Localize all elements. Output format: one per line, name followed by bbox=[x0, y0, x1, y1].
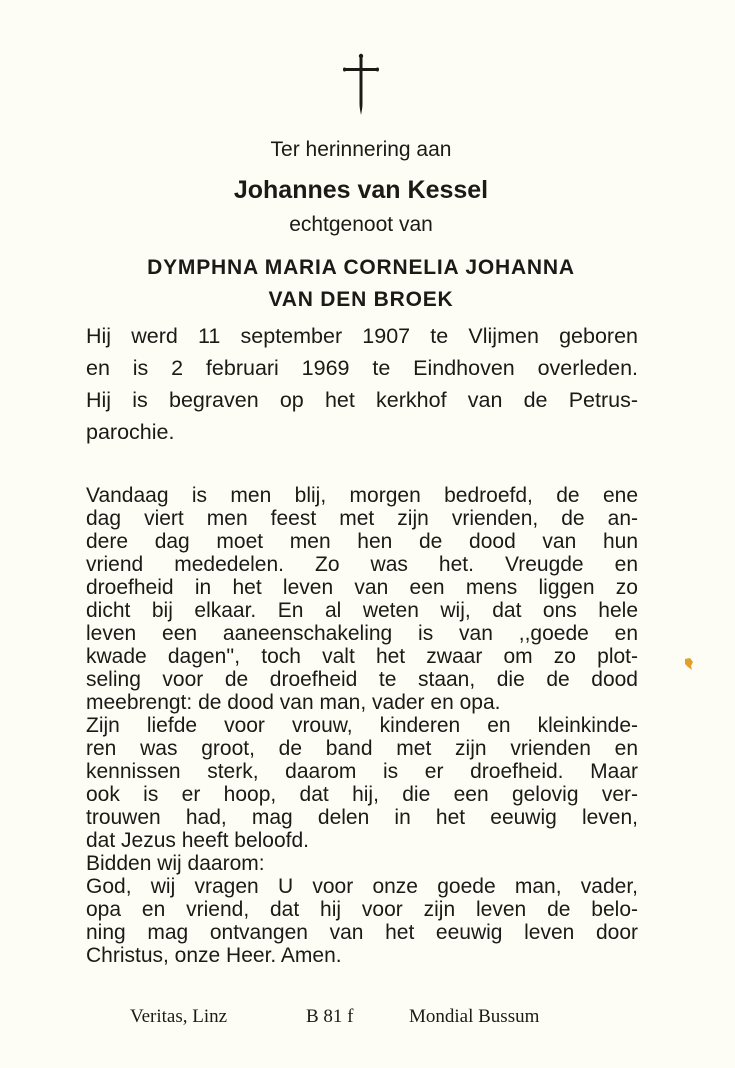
spouse-name bbox=[0, 252, 722, 316]
intro-text: Ter herinnering aan bbox=[270, 138, 452, 161]
spouse-name-line: VAN DEN BROEK bbox=[268, 288, 454, 311]
memorial-text-line: leven een aaneenschakeling is van ,,goede en bbox=[86, 622, 638, 645]
card-code: B 81 f bbox=[306, 1006, 354, 1027]
memorial-text-line: kennissen sterk, daarom is er droefheid. Maar bbox=[86, 760, 638, 783]
publisher-credit: Veritas, Linz bbox=[130, 1006, 228, 1027]
memorial-text-line: droefheid in het leven van een mens liggen zo bbox=[86, 576, 638, 599]
spouse-intro-text: echtgenoot van bbox=[289, 213, 433, 236]
bio-line: Hij is begraven op het kerkhof van de Petrus- bbox=[86, 388, 638, 412]
memorial-text-line: dicht bij elkaar. En al weten wij, dat ons hele bbox=[86, 599, 638, 622]
memorial-text-line: ning mag ontvangen van het eeuwig leven door bbox=[86, 921, 638, 944]
biography-paragraph bbox=[86, 320, 638, 448]
memorial-text-line: Bidden wij daarom: bbox=[86, 852, 265, 875]
memorial-text-line: Vandaag is men blij, morgen bedroefd, de ene bbox=[86, 484, 638, 507]
memorial-text-line: vriend mededelen. Zo was het. Vreugde en bbox=[86, 553, 638, 576]
memorial-text-line: dag viert men feest met zijn vrienden, de an- bbox=[86, 507, 638, 530]
spouse-name-line: DYMPHNA MARIA CORNELIA JOHANNA bbox=[147, 256, 575, 279]
memorial-text-line: seling voor de droefheid te staan, die de dood bbox=[86, 668, 638, 691]
memorial-text-line: kwade dagen'', toch valt het zwaar om zo plot- bbox=[86, 645, 638, 668]
bio-line: en is 2 februari 1969 te Eindhoven overleden. bbox=[86, 356, 638, 380]
memorial-text-line: meebrengt: de dood van man, vader en opa. bbox=[86, 691, 501, 714]
memorial-text-line: trouwen had, mag delen in het eeuwig leven, bbox=[86, 806, 638, 829]
print-footer bbox=[0, 1006, 735, 1032]
memorial-text-line: Zijn liefde voor vrouw, kinderen en kleinkinde- bbox=[86, 714, 638, 737]
cross-icon bbox=[338, 52, 384, 118]
printer-credit: Mondial Bussum bbox=[409, 1006, 540, 1027]
memorial-text-line: ren was groot, de band met zijn vrienden en bbox=[86, 737, 638, 760]
bio-line: parochie. bbox=[86, 420, 175, 444]
memorial-text-line: dat Jezus heeft beloofd. bbox=[86, 829, 309, 852]
paper-stain bbox=[683, 657, 695, 671]
memorial-text-line: ook is er hoop, dat hij, die een gelovig ver- bbox=[86, 783, 638, 806]
memorial-text-line: dere dag moet men hen de dood van hun bbox=[86, 530, 638, 553]
deceased-name: Johannes van Kessel bbox=[233, 176, 489, 204]
memorial-text-line: God, wij vragen U voor onze goede man, vader, bbox=[86, 875, 638, 898]
memorial-text-line: Christus, onze Heer. Amen. bbox=[86, 944, 342, 967]
memorial-text-line: opa en vriend, dat hij voor zijn leven de belo- bbox=[86, 898, 638, 921]
memorial-text bbox=[86, 484, 638, 967]
bio-line: Hij werd 11 september 1907 te Vlijmen geboren bbox=[86, 324, 638, 348]
